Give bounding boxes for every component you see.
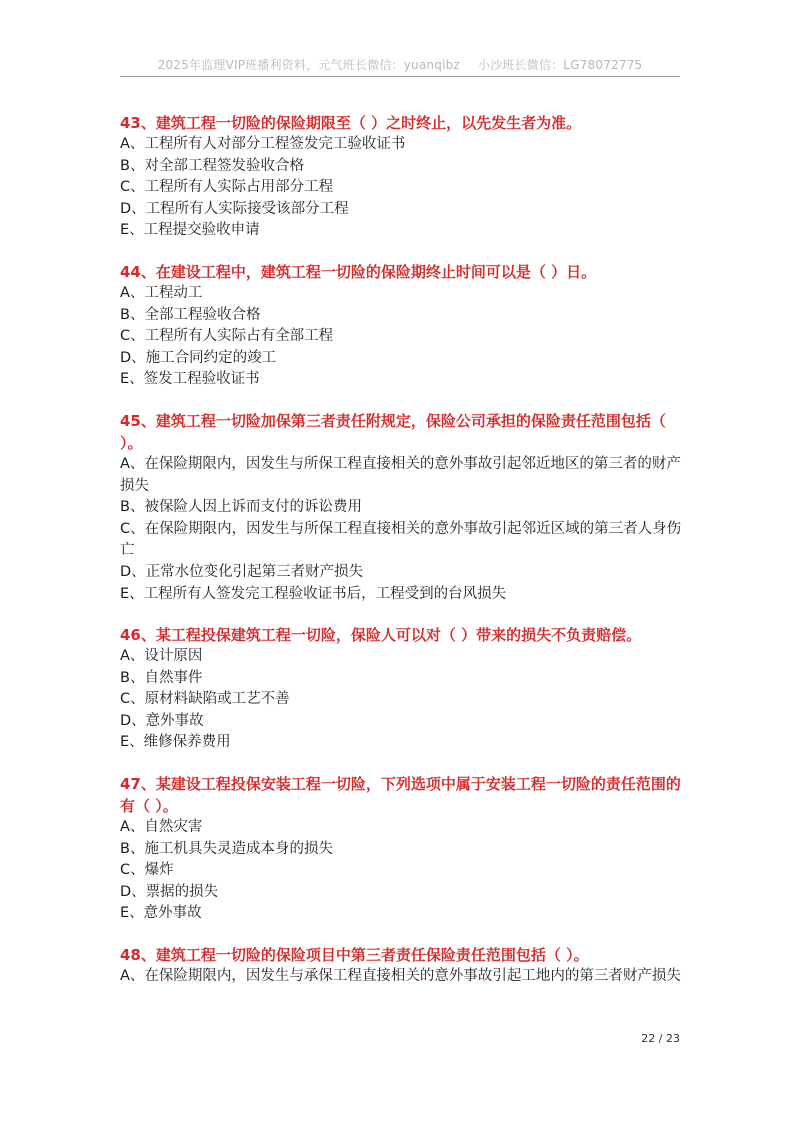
option-e: E、意外事故 bbox=[120, 905, 202, 922]
question-list bbox=[120, 112, 685, 1007]
question-43 bbox=[120, 112, 685, 242]
option-d: D、意外事故 bbox=[120, 712, 204, 729]
question-45 bbox=[120, 410, 685, 605]
question-title: 46、某工程投保建筑工程一切险，保险人可以对（ ）带来的损失不负责赔偿。 bbox=[120, 626, 642, 645]
question-title: 44、在建设工程中，建筑工程一切险的保险期终止时间可以是（ ）日。 bbox=[120, 262, 597, 281]
option-e: E、签发工程验收证书 bbox=[120, 371, 260, 388]
option-d: D、施工合同约定的竣工 bbox=[120, 349, 277, 366]
option-e: E、工程所有人签发完工程验收证书后，工程受到的台风损失 bbox=[120, 585, 507, 602]
question-title: 48、建筑工程一切险的保险项目中第三者责任保险责任范围包括（ ）。 bbox=[120, 946, 589, 965]
option-a: A、在保险期限内，因发生与所保工程直接相关的意外事故引起邻近地区的第三者的财产损失 bbox=[120, 455, 681, 494]
option-b: B、全部工程验收合格 bbox=[120, 306, 261, 323]
option-a: A、设计原因 bbox=[120, 648, 203, 665]
option-d: D、工程所有人实际接受该部分工程 bbox=[120, 200, 349, 217]
page-number: 22 / 23 bbox=[641, 1032, 680, 1045]
question-44 bbox=[120, 261, 685, 391]
option-a: A、工程动工 bbox=[120, 284, 203, 301]
option-e: E、工程提交验收申请 bbox=[120, 222, 260, 239]
option-b: B、自然事件 bbox=[120, 669, 203, 686]
option-d: D、票据的损失 bbox=[120, 883, 219, 900]
option-c: C、原材料缺陷或工艺不善 bbox=[120, 691, 290, 708]
option-b: B、被保险人因上诉而支付的诉讼费用 bbox=[120, 499, 362, 516]
question-48 bbox=[120, 944, 685, 988]
header-right-text: 小沙班长微信：LG78072775 bbox=[477, 58, 643, 72]
page-header bbox=[120, 56, 680, 73]
option-a: A、工程所有人对部分工程签发完工验收证书 bbox=[120, 136, 406, 152]
option-c: C、爆炸 bbox=[120, 862, 174, 879]
question-title: 47、某建设工程投保安装工程一切险，下列选项中属于安装工程一切险的责任范围的有（ ）。 bbox=[120, 775, 681, 816]
option-b: B、施工机具失灵造成本身的损失 bbox=[120, 840, 333, 857]
option-b: B、对全部工程签发验收合格 bbox=[120, 157, 304, 174]
option-c: C、工程所有人实际占有全部工程 bbox=[120, 328, 334, 345]
question-title: 45、建筑工程一切险加保第三者责任附规定，保险公司承担的保险责任范围包括（ ）。 bbox=[120, 411, 666, 452]
option-e: E、维修保养费用 bbox=[120, 734, 231, 751]
question-title: 43、建筑工程一切险的保险期限至（ ）之时终止，以先发生者为准。 bbox=[120, 114, 582, 132]
question-46 bbox=[120, 624, 685, 754]
header-left-text: 2025年监理VIP班播利资料，元气班长微信：yuanqibz bbox=[157, 58, 460, 72]
option-c: C、在保险期限内，因发生与所保工程直接相关的意外事故引起邻近区域的第三者人身伤亡 bbox=[120, 520, 682, 559]
option-a: A、自然灾害 bbox=[120, 819, 203, 836]
question-47 bbox=[120, 773, 685, 925]
option-d: D、正常水位变化引起第三者财产损失 bbox=[120, 563, 364, 580]
header-divider bbox=[120, 76, 680, 77]
option-a: A、在保险期限内，因发生与承保工程直接相关的意外事故引起工地内的第三者财产损失 bbox=[120, 968, 681, 985]
option-c: C、工程所有人实际占用部分工程 bbox=[120, 179, 334, 196]
